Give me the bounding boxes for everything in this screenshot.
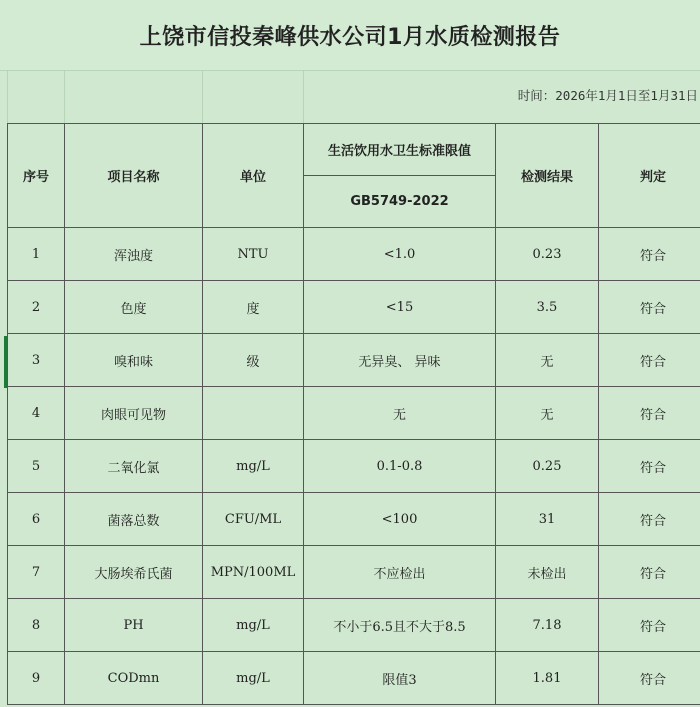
table-row: [8, 440, 700, 493]
table-row: [8, 652, 700, 705]
cell-verdict[interactable]: 符合: [599, 546, 700, 599]
cell-seq[interactable]: 5: [8, 440, 65, 493]
cell-seq[interactable]: 7: [8, 546, 65, 599]
cell-unit[interactable]: mg/L: [203, 652, 304, 705]
header-item: 项目名称: [65, 124, 203, 228]
cell-limit[interactable]: 限值3: [304, 652, 496, 705]
grid-vline: [202, 70, 203, 123]
cell-item[interactable]: 肉眼可见物: [65, 387, 203, 440]
cell-unit[interactable]: MPN/100ML: [203, 546, 304, 599]
table-row: [8, 546, 700, 599]
cell-seq[interactable]: 8: [8, 599, 65, 652]
cell-seq[interactable]: 1: [8, 228, 65, 281]
table-row: [8, 334, 700, 387]
cell-unit[interactable]: mg/L: [203, 440, 304, 493]
cell-verdict[interactable]: 符合: [599, 334, 700, 387]
cell-unit[interactable]: 度: [203, 281, 304, 334]
cell-unit[interactable]: [203, 387, 304, 440]
table-row: [8, 599, 700, 652]
cell-seq[interactable]: 6: [8, 493, 65, 546]
grid-vline: [64, 70, 65, 123]
header-result: 检测结果: [496, 124, 599, 228]
header-unit: 单位: [203, 124, 304, 228]
cell-item[interactable]: 大肠埃希氏菌: [65, 546, 203, 599]
cell-result[interactable]: 7.18: [496, 599, 599, 652]
table-row: [8, 493, 700, 546]
cell-item[interactable]: 菌落总数: [65, 493, 203, 546]
date-range: 时间：2026年1月1日至1月31日: [517, 88, 698, 103]
cell-result[interactable]: 31: [496, 493, 599, 546]
report-title: 上饶市信投秦峰供水公司1月水质检测报告: [0, 0, 700, 71]
header-seq: 序号: [8, 124, 65, 228]
cell-verdict[interactable]: 符合: [599, 387, 700, 440]
cell-limit[interactable]: 0.1-0.8: [304, 440, 496, 493]
header-standard-code: GB5749-2022: [304, 176, 496, 228]
cell-result[interactable]: 3.5: [496, 281, 599, 334]
cell-item[interactable]: 二氧化氯: [65, 440, 203, 493]
cell-verdict[interactable]: 符合: [599, 652, 700, 705]
cell-unit[interactable]: NTU: [203, 228, 304, 281]
cell-verdict[interactable]: 符合: [599, 281, 700, 334]
cell-unit[interactable]: CFU/ML: [203, 493, 304, 546]
cell-item[interactable]: PH: [65, 599, 203, 652]
grid-vline: [303, 70, 304, 123]
cell-result[interactable]: 无: [496, 387, 599, 440]
cell-limit[interactable]: 无: [304, 387, 496, 440]
cell-limit[interactable]: 不小于6.5且不大于8.5: [304, 599, 496, 652]
cell-result[interactable]: 无: [496, 334, 599, 387]
cell-unit[interactable]: 级: [203, 334, 304, 387]
cell-seq[interactable]: 2: [8, 281, 65, 334]
cell-seq[interactable]: 4: [8, 387, 65, 440]
cell-verdict[interactable]: 符合: [599, 599, 700, 652]
table-row: [8, 281, 700, 334]
header-verdict: 判定: [599, 124, 700, 228]
table-row: [8, 228, 700, 281]
cell-item[interactable]: 色度: [65, 281, 203, 334]
cell-limit[interactable]: <1.0: [304, 228, 496, 281]
cell-verdict[interactable]: 符合: [599, 493, 700, 546]
cell-limit[interactable]: <100: [304, 493, 496, 546]
cell-limit[interactable]: 无异臭、 异味: [304, 334, 496, 387]
cell-result[interactable]: 0.23: [496, 228, 599, 281]
cell-verdict[interactable]: 符合: [599, 440, 700, 493]
cell-seq[interactable]: 3: [8, 334, 65, 387]
cell-seq[interactable]: 9: [8, 652, 65, 705]
table-row: [8, 387, 700, 440]
cell-verdict[interactable]: 符合: [599, 228, 700, 281]
cell-limit[interactable]: 不应检出: [304, 546, 496, 599]
cell-limit[interactable]: <15: [304, 281, 496, 334]
header-standard-title: 生活饮用水卫生标准限值: [304, 124, 496, 176]
cell-result[interactable]: 未检出: [496, 546, 599, 599]
cell-unit[interactable]: mg/L: [203, 599, 304, 652]
cell-item[interactable]: 浑浊度: [65, 228, 203, 281]
cell-item[interactable]: 嗅和味: [65, 334, 203, 387]
cell-result[interactable]: 0.25: [496, 440, 599, 493]
grid-vline: [7, 70, 8, 123]
cell-item[interactable]: CODmn: [65, 652, 203, 705]
water-quality-table: [7, 123, 700, 705]
cell-result[interactable]: 1.81: [496, 652, 599, 705]
